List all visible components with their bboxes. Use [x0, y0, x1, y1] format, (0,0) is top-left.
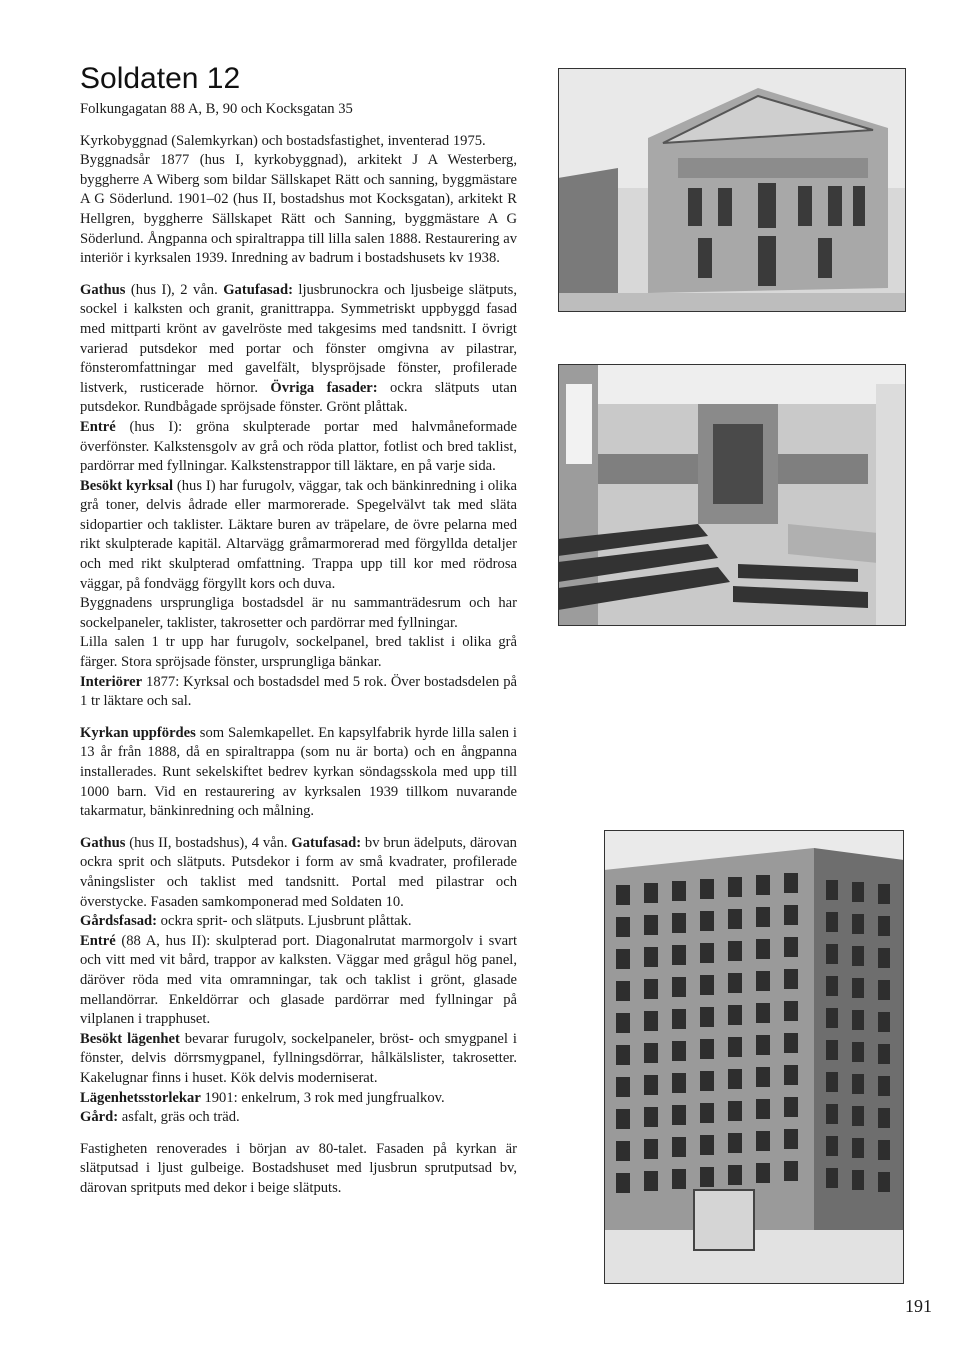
paragraph-text: (hus I): gröna skulpterade portar med halvmåneformade överfönster. Kalkstensgolv av grå och röda plattor, fotlist och bred taklist, pardörrar med fyllningar. Kalkstenstrappor till läktare, en på varje sida. [80, 418, 517, 475]
paragraph [80, 932, 517, 1030]
paragraph [80, 1140, 517, 1199]
paragraph [80, 1089, 517, 1109]
bold-lead-term: Entré [80, 418, 116, 435]
paragraph-text: Folkungagatan 88 A, B, 90 och Kocksgatan 35 [80, 101, 353, 117]
paragraph-text: Kyrkobyggnad (Salemkyrkan) och bostadsfastighet, inventerad 1975. [80, 132, 486, 149]
paragraph [80, 912, 517, 932]
paragraph-text: ljusbrunockra och ljusbeige slätputs, sockel i kalksten och granit, granittrappa. Symmetriskt uppbyggd fasad med mittparti krönt av gavelröste med takgesims med tandsnitt. I övrigt varierad putsdekor med portar och fönster omgivna av pilastrar, fönsteromfattningar med gavelfält, blyspröjsade fönster, profilerade listverk, rusticerade hörnor. [80, 281, 517, 396]
paragraph [80, 477, 517, 595]
photo-church-exterior [558, 68, 906, 312]
bold-lead-term: Interiörer [80, 673, 143, 690]
bold-lead-term: Gårdsfasad: [80, 913, 158, 930]
paragraph [80, 834, 517, 912]
paragraph [80, 673, 517, 712]
bold-lead-term: Gatufasad: [291, 834, 362, 851]
bold-lead-term: Övriga fasader: [270, 379, 378, 396]
paragraph-text: Lilla salen 1 tr upp har furugolv, sockelpanel, bred taklist i olika grå färger. Stora spröjsade fönster, ursprungliga bänkar. [80, 634, 517, 671]
paragraph [80, 724, 517, 822]
photo-residential-building [604, 830, 904, 1284]
bold-lead-term: Gård: [80, 1109, 119, 1126]
paragraph-text: ockra slätputs utan putsdekor. Rundbågade spröjsade fönster. Grönt plåttak. [80, 379, 517, 416]
paragraph [80, 1030, 517, 1089]
paragraph-text: Byggnadsår 1877 (hus I, kyrkobyggnad), arkitekt J A Westerberg, byggherre A Wiberg som bildar Sällskapet Rätt och sanning, byggmästare A G Söderlund. 1901–02 (hus II, bostadshus mot Kocksgatan), arkitekt R Hellgren, byggherre Sällskapet Rätt och Sanning, byggmästare A G Söderlund. Ångpanna och spiraltrappa till lilla salen 1888. Restaurering av interiör i kyrksalen 1939. Inredning av badrum i bostadshusets kv 1938. [80, 152, 517, 267]
paragraph-text: som Salemkapellet. En kapsylfabrik hyrde lilla salen i 13 år från 1888, då en spiraltrappa (som nu är borta) och en ångpanna installerades. Runt sekelskiftet bedrev kyrkan söndagsskola med upp till 1000 barn. Vid en restaurering av kyrksalen 1939 tillkom nuvarande takarmatur, bänkinredning och målning. [80, 724, 517, 820]
paragraph [80, 594, 517, 633]
paragraph [80, 418, 517, 477]
paragraph-text: 1901: enkelrum, 3 rok med jungfrualkov. [200, 1089, 445, 1106]
bold-lead-term: Entré [80, 932, 116, 949]
paragraph [80, 281, 517, 418]
paragraph-text: asfalt, gräs och träd. [118, 1109, 240, 1126]
paragraph [80, 132, 517, 152]
paragraph-text: (88 A, hus II): skulpterad port. Diagonalrutat marmorgolv i svart och vitt med vit bård, trappor av kalksten. Väggar med grågul hög panel, däröver röda med vita omramningar, tak och taklist i grönt, glasade mellandörrar. Enkeldörrar och glasade pardörrar med fyllningar på vilplanen i trapphuset. [80, 932, 517, 1028]
bold-lead-term: Gatufasad: [223, 281, 293, 298]
paragraph [80, 1108, 517, 1128]
bold-lead-term: Besökt kyrksal [80, 477, 174, 494]
page-title: Soldaten 12 [80, 62, 241, 95]
paragraph-text: (hus II, bostadshus), 4 vån. [125, 834, 292, 851]
bold-lead-term: Gathus [80, 834, 126, 851]
paragraph-text: (hus I), 2 vån. [125, 281, 224, 298]
bold-lead-term: Lägenhetsstorlekar [80, 1089, 201, 1106]
paragraph-text: (hus I) har furugolv, väggar, tak och bänkinredning i olika grå toner, delvis ådrade eller marmorerade. Spegelvälvt tak med släta sidopartier och taklister. Läktare buren av träpelare, de övre pelarna med rikt skulpterade kapitäl. Altarvägg gråmarmorerad med förgyllda detaljer och med rikt skulpterad omfattning. Trappa upp till kor med rödrosa väggar, på fondvägg förgyllt kors och duva. [80, 477, 517, 592]
paragraph-text: 1877: Kyrksal och bostadsdel med 5 rok. Över bostadsdelen på 1 tr läktare och sal. [80, 673, 517, 710]
paragraph [80, 100, 517, 120]
body-text [80, 100, 517, 1198]
paragraph-text: bevarar furugolv, sockelpaneler, bröst- och smygpanel i fönster, delvis dörrsmygpanel, fyllningsdörrar, hålkälslister, takrosetter. Kakelugnar finns i huset. Kök delvis moderniserat. [80, 1030, 517, 1086]
paragraph [80, 151, 517, 269]
paragraph [80, 633, 517, 672]
bold-lead-term: Besökt lägenhet [80, 1030, 180, 1047]
paragraph-text: Byggnadens ursprungliga bostadsdel är nu sammanträdesrum och har sockelpaneler, taklister, takrosetter och pardörrar med fyllningar. [80, 595, 517, 631]
page-number: 191 [905, 1296, 932, 1316]
paragraph-text: bv brun ädelputs, därovan ockra sprit och slätputs. Putsdekor i form av små kvadrater, profilerade våningslister och taklist med tandsnitt. Portal med pilastrar och överstycke. Fasaden samkomponerad med Soldaten 10. [80, 834, 517, 910]
photo-church-interior [558, 364, 906, 626]
bold-lead-term: Kyrkan uppfördes [80, 724, 196, 741]
paragraph-text: ockra sprit- och slätputs. Ljusbrunt plåttak. [157, 913, 412, 930]
paragraph-text: Fastigheten renoverades i början av 80-talet. Fasaden på kyrkan är slätputsad i ljust gulbeige. Bostadshuset med ljusbrun sprutputsad bv, därovan spritputs med dekor i beige slätputs. [80, 1140, 517, 1196]
bold-lead-term: Gathus [80, 281, 126, 298]
